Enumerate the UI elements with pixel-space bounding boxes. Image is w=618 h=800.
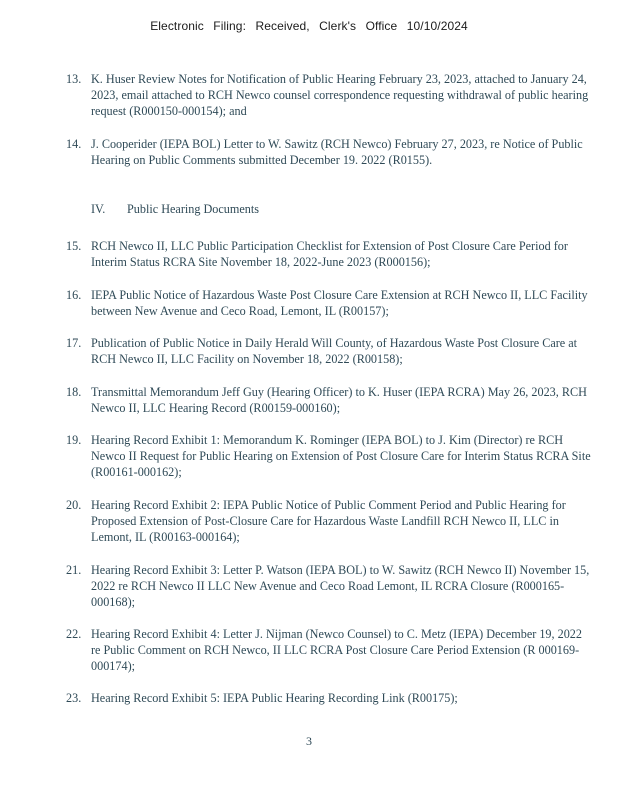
item-number: 23. [66, 691, 82, 705]
list-item [66, 497, 591, 545]
item-number: 19. [66, 433, 82, 447]
item-text: Hearing Record Exhibit 5: IEPA Public Hearing Recording Link (R00175); [91, 691, 458, 705]
section-title: Public Hearing Documents [127, 202, 260, 216]
list-item [66, 287, 591, 319]
item-number: 14. [66, 137, 82, 151]
list-item [66, 136, 591, 168]
section-number: IV. [91, 202, 106, 216]
list-item [66, 71, 591, 119]
list-item [66, 384, 591, 416]
item-number: 13. [66, 72, 82, 86]
section-heading [91, 201, 259, 217]
item-number: 17. [66, 336, 82, 350]
item-text: Hearing Record Exhibit 2: IEPA Public Notice of Public Comment Period and Public Hearing for Proposed Extension of Post-Closure Care for Hazardous Waste Landfill RCH Newco II, LLC in Lemont, IL (R00163-000164); [91, 498, 566, 544]
item-text: J. Cooperider (IEPA BOL) Letter to W. Sawitz (RCH Newco) February 27, 2023, re Notice of Public Hearing on Public Comments submitted December 19. 2022 (R0155). [91, 137, 583, 167]
item-text: Hearing Record Exhibit 1: Memorandum K. Rominger (IEPA BOL) to J. Kim (Director) re RCH Newco II Request for Public Hearing on Extension of Post Closure Care for Interim Status RCRA Site (R00161-000162); [91, 433, 591, 479]
item-number: 15. [66, 239, 82, 253]
list-item [66, 238, 591, 270]
item-text: Publication of Public Notice in Daily Herald Will County, of Hazardous Waste Post Closure Care at RCH Newco II, LLC Facility on November 18, 2022 (R00158); [91, 336, 578, 366]
item-text: Hearing Record Exhibit 3: Letter P. Watson (IEPA BOL) to W. Sawitz (RCH Newco II) November 15, 2022 re RCH Newco II LLC New Avenue and Ceco Road Lemont, IL RCRA Closure (R000165-000168); [91, 563, 590, 609]
item-number: 20. [66, 498, 82, 512]
item-text: Hearing Record Exhibit 4: Letter J. Nijman (Newco Counsel) to C. Metz (IEPA) December 19, 2022 re Public Comment on RCH Newco, II LLC RCRA Post Closure Care Period Extension (R 000169-000174); [91, 627, 582, 673]
filing-stamp: Electronic Filing: Received, Clerk's Office 10/10/2024 [150, 19, 468, 33]
item-number: 21. [66, 563, 82, 577]
item-text: IEPA Public Notice of Hazardous Waste Post Closure Care Extension at RCH Newco II, LLC Facility between New Avenue and Ceco Road, Lemont, IL (R00157); [91, 288, 588, 318]
page-number: 3 [306, 734, 312, 748]
item-text: K. Huser Review Notes for Notification of Public Hearing February 23, 2023, attached to January 24, 2023, email attached to RCH Newco counsel correspondence requesting withdrawal of public hearing request (R000150-000154); and [91, 72, 589, 118]
list-item [66, 335, 591, 367]
list-item [66, 626, 591, 674]
list-item [66, 562, 591, 610]
item-number: 18. [66, 385, 82, 399]
list-item [66, 690, 591, 706]
item-number: 22. [66, 627, 82, 641]
item-text: Transmittal Memorandum Jeff Guy (Hearing Officer) to K. Huser (IEPA RCRA) May 26, 2023, RCH Newco II, LLC Hearing Record (R00159-000160); [91, 385, 587, 415]
item-text: RCH Newco II, LLC Public Participation Checklist for Extension of Post Closure Care Period for Interim Status RCRA Site November 18, 2022-June 2023 (R000156); [91, 239, 568, 269]
list-item [66, 432, 591, 480]
item-number: 16. [66, 288, 82, 302]
